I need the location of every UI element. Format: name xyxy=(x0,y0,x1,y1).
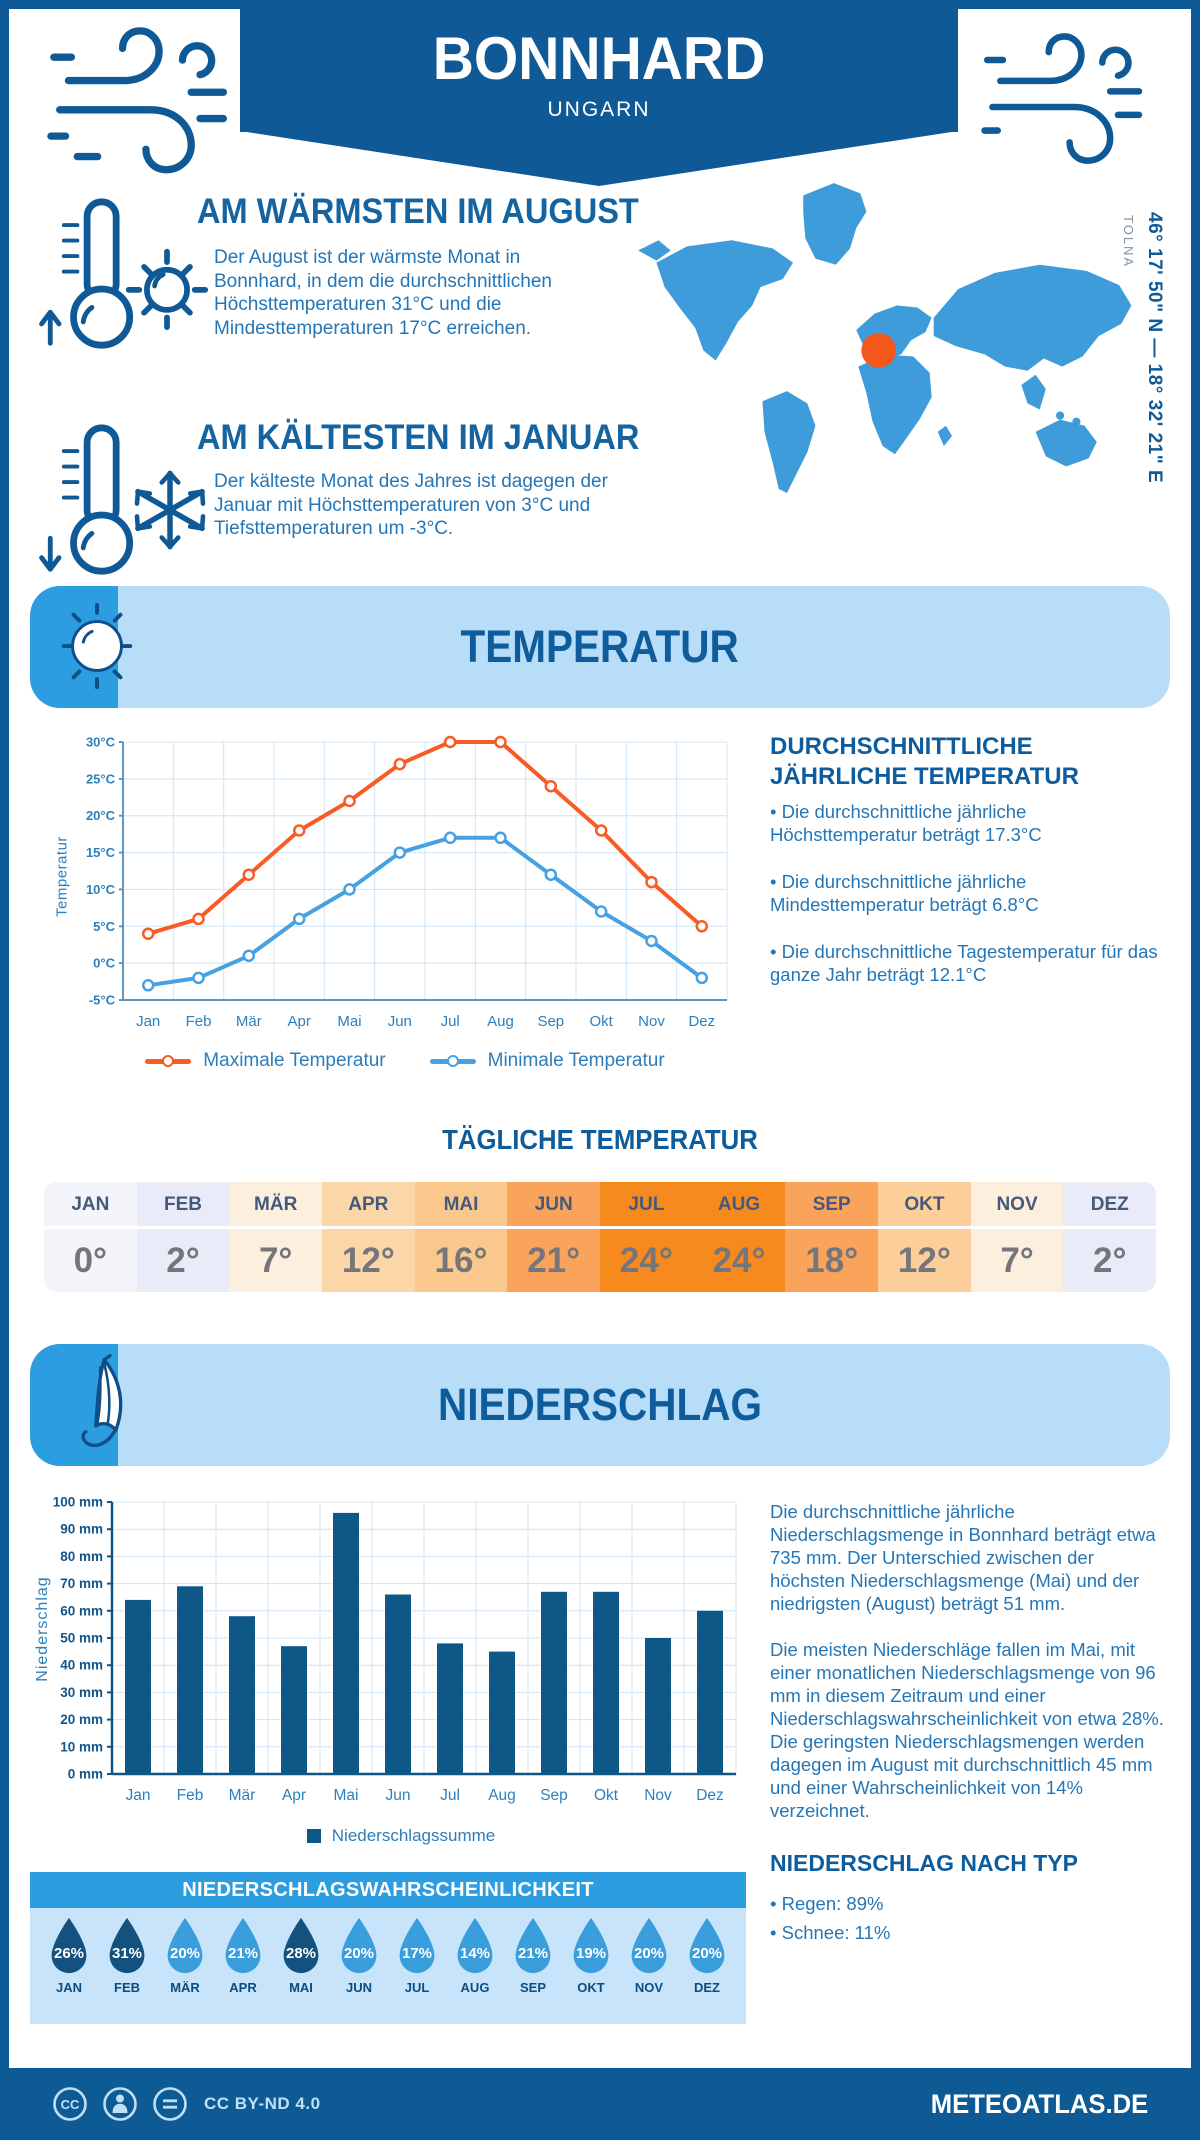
map-greenland xyxy=(803,183,866,265)
probability-month: NOV xyxy=(634,1980,664,1995)
daily-temp-month: MAI xyxy=(415,1182,508,1229)
coldest-text: Der kälteste Monat des Jahres ist dagegen der Januar mit Höchsttemperaturen von 3°C und Tiefsttemperaturen um -3°C. xyxy=(214,471,608,539)
daily-temp-column xyxy=(137,1182,230,1292)
svg-text:0 mm: 0 mm xyxy=(67,1766,103,1782)
temperature-section-banner xyxy=(30,586,1170,708)
probability-value: 14% xyxy=(459,1945,491,1962)
probability-month: FEB xyxy=(114,1980,140,1995)
precipitation-bar-chart xyxy=(52,1488,746,1810)
annual-temperature-title: DURCHSCHNITTLICHE JÄHRLICHE TEMPERATUR xyxy=(770,733,1079,790)
probability-value: 26% xyxy=(53,1945,85,1962)
legend-swatch xyxy=(307,1829,321,1843)
snowflake-icon xyxy=(126,462,214,558)
legend-item: Minimale Temperatur xyxy=(430,1050,665,1072)
daily-temp-month: NOV xyxy=(971,1182,1064,1229)
daily-temp-month: JUL xyxy=(600,1182,693,1229)
warmest-title: AM WÄRMSTEN IM AUGUST xyxy=(197,192,639,231)
probability-title: NIEDERSCHLAGSWAHRSCHEINLICHKEIT xyxy=(30,1872,746,1908)
probability-month: JUN xyxy=(345,1980,372,1995)
probability-month: MAI xyxy=(289,1980,313,1995)
map-madagascar xyxy=(938,426,952,446)
daily-temp-month: JAN xyxy=(44,1182,137,1229)
cc-icon xyxy=(52,2086,88,2122)
probability-drop xyxy=(98,1908,156,2024)
probability-value: 21% xyxy=(517,1945,549,1962)
daily-temp-value: 18° xyxy=(805,1241,859,1280)
probability-value: 20% xyxy=(633,1945,665,1962)
svg-text:Sep: Sep xyxy=(537,1013,565,1030)
probability-drop xyxy=(678,1908,736,2024)
svg-text:70 mm: 70 mm xyxy=(60,1576,103,1592)
svg-text:Mär: Mär xyxy=(228,1787,256,1804)
map-island xyxy=(1056,411,1064,419)
daily-temp-month: SEP xyxy=(785,1182,878,1229)
probability-value: 19% xyxy=(575,1945,607,1962)
svg-text:Jul: Jul xyxy=(440,1013,460,1030)
warmest-text: Der August ist der wärmste Monat in Bonnhard, in dem die durchschnittlichen Höchsttemperaturen 31°C und die Mindesttemperaturen 17°C erreichen. xyxy=(214,247,552,339)
country-label: UNGARN xyxy=(547,98,651,121)
daily-temp-value: 24° xyxy=(619,1241,673,1280)
svg-text:Dez: Dez xyxy=(696,1787,724,1804)
region-label: TOLNA xyxy=(1121,215,1136,269)
svg-text:Nov: Nov xyxy=(638,1013,665,1030)
attribution-icon xyxy=(102,2086,138,2122)
daily-temp-column xyxy=(44,1182,137,1292)
daily-temp-column xyxy=(971,1182,1064,1292)
daily-temp-month: FEB xyxy=(137,1182,230,1229)
coldest-title: AM KÄLTESTEN IM JANUAR xyxy=(197,418,640,457)
daily-temp-value: 7° xyxy=(258,1241,293,1280)
daily-temp-value: 7° xyxy=(1000,1241,1034,1280)
daily-temp-column xyxy=(693,1182,786,1292)
probability-value: 20% xyxy=(169,1945,201,1962)
daily-temp-column xyxy=(600,1182,693,1292)
line-chart-legend xyxy=(75,1050,735,1072)
svg-text:Mai: Mai xyxy=(333,1787,359,1804)
svg-text:Apr: Apr xyxy=(287,1013,311,1030)
probability-drop xyxy=(40,1908,98,2024)
legend-label: Niederschlagssumme xyxy=(331,1826,496,1845)
probability-drop xyxy=(504,1908,562,2024)
svg-text:Okt: Okt xyxy=(589,1013,613,1030)
probability-drop xyxy=(156,1908,214,2024)
annual-temperature-bullets xyxy=(770,800,1168,1010)
probability-value: 20% xyxy=(343,1945,375,1962)
sun-icon xyxy=(124,238,210,334)
daily-temp-column xyxy=(878,1182,971,1292)
svg-text:Jun: Jun xyxy=(385,1787,411,1804)
probability-value: 21% xyxy=(227,1945,259,1962)
probability-panel xyxy=(30,1872,746,2024)
svg-text:Jan: Jan xyxy=(125,1787,151,1804)
svg-text:80 mm: 80 mm xyxy=(60,1548,103,1564)
world-map xyxy=(632,158,1162,508)
precipitation-section-banner xyxy=(30,1344,1170,1466)
map-alaska xyxy=(638,240,671,260)
precipitation-text-column xyxy=(770,1500,1166,1947)
precipitation-type-title: NIEDERSCHLAG NACH TYP xyxy=(770,1850,1078,1876)
daily-temp-month: APR xyxy=(322,1182,415,1229)
daily-temp-column xyxy=(229,1182,322,1292)
probability-month: SEP xyxy=(519,1980,546,1995)
daily-temperature-table xyxy=(44,1182,1156,1292)
site-label: METEOATLAS.DE xyxy=(930,2088,1149,2119)
svg-text:30°C: 30°C xyxy=(85,734,115,750)
daily-temp-month: JUN xyxy=(507,1182,600,1229)
svg-text:100 mm: 100 mm xyxy=(52,1494,103,1510)
map-south-america xyxy=(762,391,815,493)
daily-temp-value: 16° xyxy=(434,1241,488,1280)
svg-text:Jan: Jan xyxy=(136,1013,161,1030)
daily-temp-column xyxy=(785,1182,878,1292)
annual-bullet: • Die durchschnittliche jährliche Höchsttemperatur beträgt 17.3°C xyxy=(770,801,1042,845)
annual-bullet: • Die durchschnittliche Tagestemperatur für das ganze Jahr beträgt 12.1°C xyxy=(770,941,1158,985)
svg-text:50 mm: 50 mm xyxy=(60,1630,103,1646)
probability-drop xyxy=(562,1908,620,2024)
daily-temp-value: 12° xyxy=(897,1241,951,1280)
svg-text:Nov: Nov xyxy=(644,1787,672,1804)
daily-temp-column xyxy=(415,1182,508,1292)
daily-temp-value: 2° xyxy=(166,1241,200,1280)
svg-text:20°C: 20°C xyxy=(85,808,115,824)
map-africa xyxy=(858,354,931,454)
wind-icon xyxy=(982,28,1152,173)
frame-left xyxy=(0,0,9,2140)
line-chart-grid xyxy=(86,735,727,1008)
svg-text:90 mm: 90 mm xyxy=(60,1521,103,1537)
svg-text:15°C: 15°C xyxy=(85,845,115,861)
probability-drop xyxy=(446,1908,504,2024)
map-north-america xyxy=(656,240,793,360)
svg-text:Jul: Jul xyxy=(440,1787,460,1804)
coordinates-label: 46° 17' 50" N — 18° 32' 21" E xyxy=(1144,212,1165,484)
svg-text:40 mm: 40 mm xyxy=(60,1657,103,1673)
svg-text:Okt: Okt xyxy=(593,1787,619,1804)
svg-text:Feb: Feb xyxy=(185,1013,212,1030)
map-australia xyxy=(1036,420,1097,467)
probability-drop xyxy=(330,1908,388,2024)
svg-text:25°C: 25°C xyxy=(85,771,115,787)
temperature-line-chart xyxy=(75,726,735,1044)
precipitation-type-rain: • Regen: 89% xyxy=(770,1893,884,1914)
bar-chart-y-axis-label: Niederschlag xyxy=(34,1576,51,1682)
line-chart-y-axis-label: Temperatur xyxy=(53,836,71,917)
svg-text:CC: CC xyxy=(60,2097,80,2112)
daily-temp-value: 24° xyxy=(712,1241,766,1280)
license-label: CC BY-ND 4.0 xyxy=(204,2094,321,2113)
svg-text:30 mm: 30 mm xyxy=(60,1684,103,1700)
probability-value: 17% xyxy=(401,1945,433,1962)
svg-text:Apr: Apr xyxy=(281,1787,307,1804)
svg-text:Jun: Jun xyxy=(387,1013,412,1030)
precipitation-type-snow: • Schnee: 11% xyxy=(770,1922,891,1943)
precipitation-section-title: NIEDERSCHLAG xyxy=(437,1379,763,1430)
probability-drop xyxy=(272,1908,330,2024)
location-marker xyxy=(861,333,896,368)
daily-temp-value: 21° xyxy=(527,1241,581,1280)
svg-text:Mai: Mai xyxy=(337,1013,362,1030)
svg-text:Aug: Aug xyxy=(488,1787,516,1804)
svg-text:Sep: Sep xyxy=(540,1787,568,1804)
svg-text:20 mm: 20 mm xyxy=(60,1712,103,1728)
probability-value: 28% xyxy=(285,1945,317,1962)
probability-drops-row xyxy=(30,1908,746,2024)
daily-temp-column xyxy=(507,1182,600,1292)
svg-text:5°C: 5°C xyxy=(93,918,115,934)
daily-temp-value: 0° xyxy=(73,1241,108,1280)
svg-text:10°C: 10°C xyxy=(85,881,115,897)
precipitation-paragraph: Die meisten Niederschläge fallen im Mai, mit einer monatlichen Niederschlagsmenge von 96 mm in diesem Zeitraum und einer Niederschlagswahrscheinlichkeit von etwa 28%. Die geringsten Niederschlagsmengen werden dagegen im August mit durchschnittlich 45 mm und einer Wahrscheinlichkeit von 14% verzeichnet. xyxy=(770,1639,1164,1821)
daily-temp-value: 12° xyxy=(341,1241,395,1280)
precipitation-paragraph: Die durchschnittliche jährliche Niederschlagsmenge in Bonnhard beträgt etwa 735 mm. Der Unterschied zwischen der höchsten Niederschlagsmenge (Mai) und der niedrigsten (August) beträgt 51 mm. xyxy=(770,1501,1156,1614)
svg-text:Aug: Aug xyxy=(487,1013,514,1030)
daily-temp-month: MÄR xyxy=(229,1182,322,1229)
frame-right xyxy=(1191,0,1200,2140)
cc-license-icons xyxy=(52,2086,188,2122)
probability-month: AUG xyxy=(460,1980,490,1995)
svg-text:60 mm: 60 mm xyxy=(60,1603,103,1619)
daily-temp-month: AUG xyxy=(693,1182,786,1229)
svg-text:0°C: 0°C xyxy=(93,955,115,971)
probability-drop xyxy=(388,1908,446,2024)
map-asia xyxy=(934,265,1132,371)
page-title: BONNHARD xyxy=(432,25,766,92)
probability-month: OKT xyxy=(577,1980,605,1995)
legend-item: Maximale Temperatur xyxy=(145,1050,385,1072)
probability-value: 20% xyxy=(691,1945,723,1962)
daily-temp-column xyxy=(322,1182,415,1292)
temperature-section-title: TEMPERATUR xyxy=(460,621,740,672)
daily-temp-value: 2° xyxy=(1092,1241,1127,1280)
sun-banner-icon xyxy=(54,600,142,694)
probability-month: DEZ xyxy=(694,1980,720,1995)
svg-text:-5°C: -5°C xyxy=(88,992,115,1008)
svg-text:Dez: Dez xyxy=(688,1013,716,1030)
wind-icon xyxy=(48,20,238,185)
probability-month: MÄR xyxy=(170,1980,200,1995)
daily-temperature-title: TÄGLICHE TEMPERATUR xyxy=(442,1124,758,1155)
footer xyxy=(0,2068,1200,2140)
svg-text:10 mm: 10 mm xyxy=(60,1739,103,1755)
probability-drop xyxy=(620,1908,678,2024)
daily-temp-month: DEZ xyxy=(1063,1182,1156,1229)
probability-month: JUL xyxy=(404,1980,430,1995)
no-derivatives-icon xyxy=(152,2086,188,2122)
annual-bullet: • Die durchschnittliche jährliche Mindesttemperatur beträgt 6.8°C xyxy=(770,871,1039,915)
svg-text:Feb: Feb xyxy=(176,1787,204,1804)
probability-value: 31% xyxy=(111,1945,143,1962)
daily-temp-column xyxy=(1063,1182,1156,1292)
map-india xyxy=(1021,375,1045,410)
probability-month: JAN xyxy=(55,1980,82,1995)
svg-text:Mär: Mär xyxy=(235,1013,262,1030)
probability-drop xyxy=(214,1908,272,2024)
umbrella-icon xyxy=(54,1354,146,1456)
bar-chart-legend xyxy=(56,1826,746,1846)
probability-month: APR xyxy=(229,1980,257,1995)
daily-temp-month: OKT xyxy=(878,1182,971,1229)
